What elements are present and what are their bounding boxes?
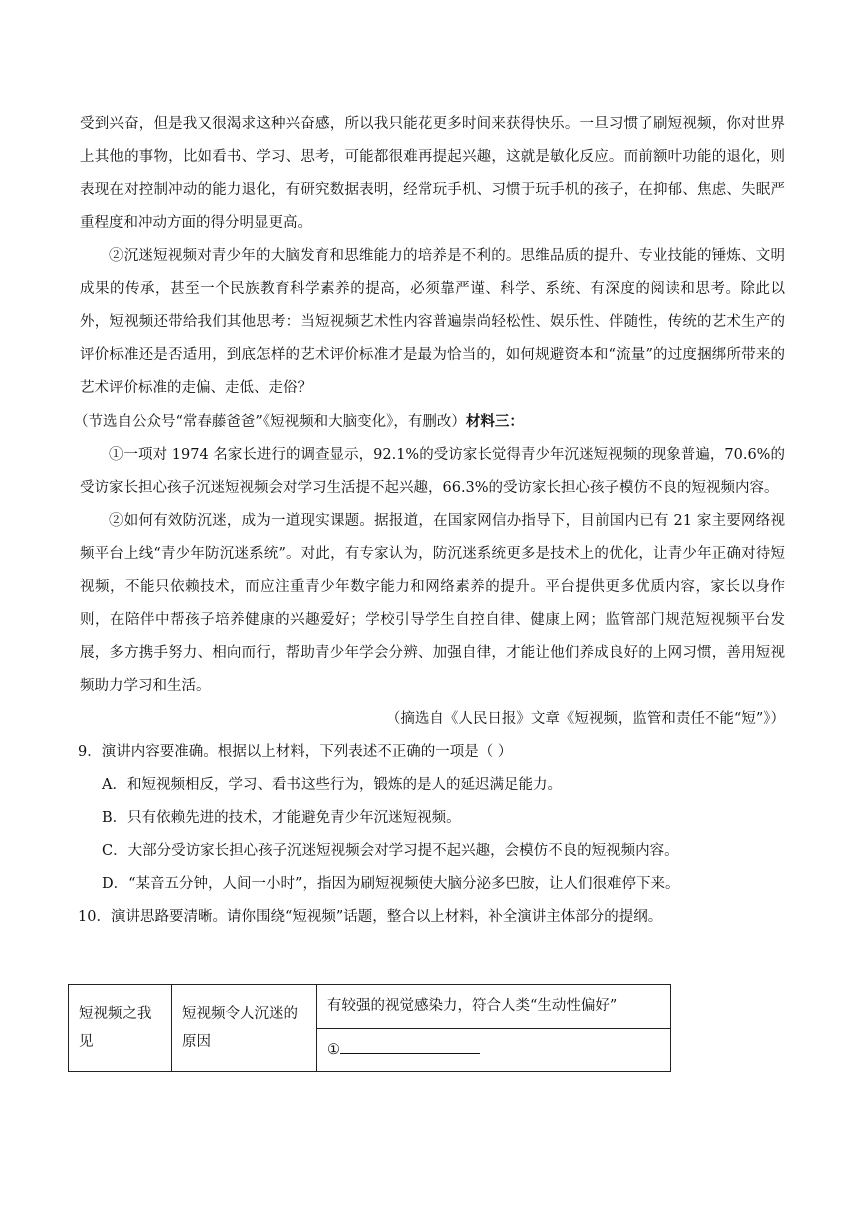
outline-topic-cell [69,985,172,1072]
outline-point-1 [317,985,671,1029]
outline-reason: 短视频令人沉迷的原因 [182,1006,298,1050]
article-body [74,108,785,934]
question-9-stem: 9．演讲内容要准确。根据以上材料，下列表述不正确的一项是（ ） [78,744,513,760]
outline-point-2 [317,1028,671,1072]
question-10-stem: 10．演讲思路要清晰。请你围绕“短视频”话题，整合以上材料，补全演讲主体部分的提纲。 [78,909,663,925]
option-a: A．和短视频相反，学习、看书这些行为，锻炼的是人的延迟满足能力。 [102,777,562,793]
source-line-2 [74,405,785,439]
option-d: D．“某音五分钟，人间一小时”，指因为刷短视频使大脑分泌多巴胺，让人们很难停下来。 [102,876,680,892]
outline-topic: 短视频之我见 [79,1006,152,1050]
outline-reason-cell [172,985,317,1072]
paragraph-2: ②沉迷短视频对青少年的大脑发育和思维能力的培养是不利的。思维品质的提升、专业技能的锤炼、文明成果的传承，甚至一个民族教育科学素养的提高，必须靠严谨、科学、系统、有深度的阅读和思考。除此以外，短视频还带给我们其他思考：当短视频艺术性内容普遍崇尚轻松性、娱乐性、伴随性，传统的艺术生产的评价标准还是否适用，到底怎样的艺术评价标准才是最为恰当的，如何规避资本和“流量”的过度捆绑所带来的艺术评价标准的走偏、走低、走俗？ [80,248,785,396]
source-2: （节选自公众号“常春藤爸爸”《短视频和大脑变化》，有删改） [74,414,466,430]
paragraph-4: ②如何有效防沉迷，成为一道现实课题。据报道，在国家网信办指导下，目前国内已有 21 家主要网络视频平台上线“青少年防沉迷系统”。对此，有专家认为，防沉迷系统更多是技术上的优化，让青少年正确对待短视频，不能只依赖技术，而应注重青少年数字能力和网络素养的提升。平台提供更多优质内容，家长以身作则，在陪伴中帮孩子培养健康的兴趣爱好；学校引导学生自控自律、健康上网；监管部门规范短视频平台发展，多方携手努力、相向而行，帮助青少年学会分辨、加强自律，才能让他们养成良好的上网习惯，善用短视频助力学习和生活。 [80,513,785,694]
option-c: C．大部分受访家长担心孩子沉迷短视频会对学习提不起兴趣，会模仿不良的短视频内容。 [102,843,679,859]
outline-table [68,984,671,1072]
outline-point-1-text: 有较强的视觉感染力，符合人类“生动性偏好” [327,998,618,1015]
option-b: B．只有依赖先进的技术，才能避免青少年沉迷短视频。 [102,810,461,826]
paragraph-3: ①一项对 1974 名家长进行的调查显示，92.1%的受访家长觉得青少年沉迷短视频的现象普遍，70.6%的受访家长担心孩子沉迷短视频会对学习生活提不起兴趣，66.3%的受访家长担心孩子模仿不良的短视频内容。 [80,447,785,496]
answer-blank[interactable] [340,1035,480,1054]
outline-point-2-number: ① [327,1042,340,1059]
material-3-heading: 材料三： [465,413,524,430]
source-3: （摘选自《人民日报》文章《短视频，监管和责任不能“短”》） [385,711,785,727]
paragraph-1: 受到兴奋，但是我又很渴求这种兴奋感，所以我只能花更多时间来获得快乐。一旦习惯了刷短视频，你对世界上其他的事物，比如看书、学习、思考，可能都很难再提起兴趣，这就是敏化反应。而前额叶功能的退化，则表现在对控制冲动的能力退化，有研究数据表明，经常玩手机、习惯于玩手机的孩子，在抑郁、焦虑、失眠严重程度和冲动方面的得分明显更高。 [80,116,785,231]
